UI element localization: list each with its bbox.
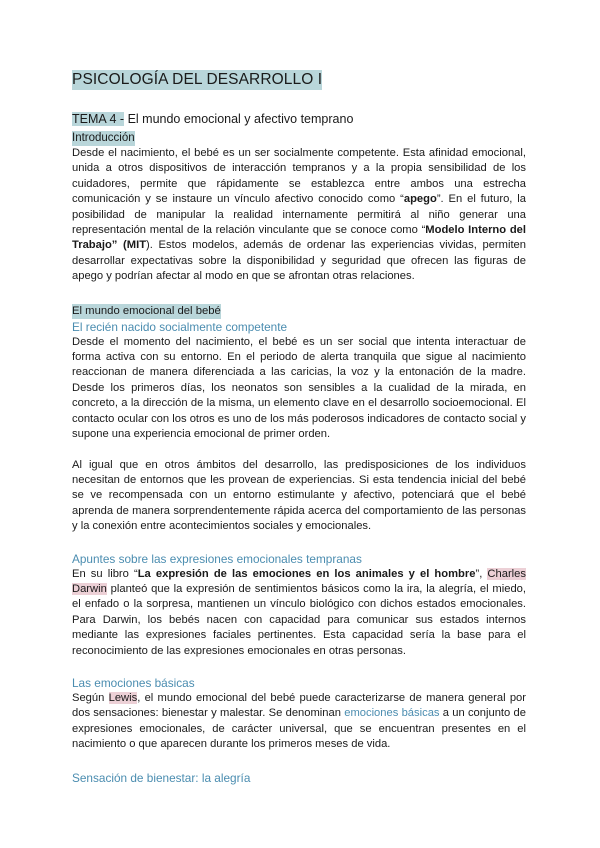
author-darwin: Charles Darwin (72, 567, 526, 595)
subheading-apuntes: Apuntes sobre las expresiones emocionales tempranas (72, 551, 362, 566)
paragraph-recien-nacido: Desde el momento del nacimiento, el bebé es un ser social que intenta interactuar de forma activa con su entorno. En el periodo de alerta tranquila que sigue al nacimiento reaccionan de manera diferenciada a las caricias, la voz y la entonación de la madre. Desde los primeros días, los neonatos son sensibles a la cualidad de la mirada, en concreto, a la dirección de la misma, un elemento clave en el desarrollo socioemocional. El contacto ocular con los otros es uno de los más poderosos indicadores de contacto social y supone una experiencia emocional de primer orden. (72, 335, 526, 441)
darwin-text-3: planteó que la expresión de sentimientos básicos como la ira, la alegría, el miedo, el enfado o la sorpresa, mantienen un vínculo biológico con dichos estados emocionales. Para Darwin, los bebés nacen con capacidad para comunicar sus estados internos mediante las expresiones faciales pertinentes. Esta capacidad sería la base para el reconocimiento de las expresiones emocionales en otras personas. (72, 582, 526, 657)
paragraph-darwin (72, 567, 526, 659)
intro-text-2: ”. En el futuro, la posibilidad de manipular la realidad internamente permitirá al niño generar una representación mental de la relación vinculante que se conoce como “ (72, 193, 526, 237)
intro-label: Introducción (72, 132, 135, 144)
intro-paragraph (72, 146, 526, 285)
document-title: PSICOLOGÍA DEL DESARROLLO I (72, 71, 323, 88)
subheading-recien-nacido: El recién nacido socialmente competente (72, 319, 288, 334)
darwin-text-1: En su libro “ (72, 567, 138, 580)
subheading-emociones-basicas: Las emociones básicas (72, 675, 195, 690)
term-mit: Modelo Interno del Trabajo” (MIT (72, 224, 526, 252)
term-apego: apego (403, 193, 437, 206)
section-heading: El mundo emocional del bebé (72, 304, 221, 317)
lewis-text-3: a un conjunto de expresiones emocionales, de carácter universal, que se encuentran presentes en el nacimiento o que aparecen durante los primeros meses de vida. (72, 707, 526, 751)
term-emociones-basicas: emociones básicas (344, 707, 440, 720)
intro-text-3: ). Estos modelos, además de ordenar las experiencias vividas, permiten desarrollar expectativas sobre la disponibilidad y seguridad que ofrecen las figuras de apego y podrían afectar al modo en que se afrontan otras relaciones. (72, 239, 526, 283)
book-title: La expresión de las emociones en los animales y el hombre (137, 567, 476, 580)
tema-label: TEMA 4 - (72, 112, 125, 126)
paragraph-predisposiciones: Al igual que en otros ámbitos del desarrollo, las predisposiciones de los individuos necesitan de entornos que les provean de experiencias. Si esta tendencia inicial del bebé se ve recompensada con un entorno estimulante y afectivo, potenciará que el bebé aprenda de manera sorprendentemente rápida acerca del comportamiento de las personas y la conexión entre acontecimientos sociales y emocionales. (72, 458, 526, 533)
document-content (72, 70, 526, 786)
lewis-text-1: Según (72, 691, 109, 704)
subheading-bienestar: Sensación de bienestar: la alegría (72, 770, 251, 785)
author-lewis: Lewis (108, 691, 138, 704)
tema-heading (72, 111, 526, 128)
lewis-text-2: , el mundo emocional del bebé puede caracterizarse de manera general por dos sensaciones: bienestar y malestar. Se denominan (72, 691, 526, 720)
paragraph-lewis (72, 691, 526, 753)
intro-text-1: Desde el nacimiento, el bebé es un ser socialmente competente. Esta afinidad emocional, unida a otros dispositivos de interacción tempranos y a la propia sensibilidad de los cuidadores, permite que rápidamente se establezca entre ambos una estrecha comunicación y se instaure un vínculo afectivo conocido como “ (72, 147, 526, 206)
tema-title: El mundo emocional y afectivo temprano (127, 112, 354, 126)
darwin-text-2: ”, (475, 567, 488, 580)
